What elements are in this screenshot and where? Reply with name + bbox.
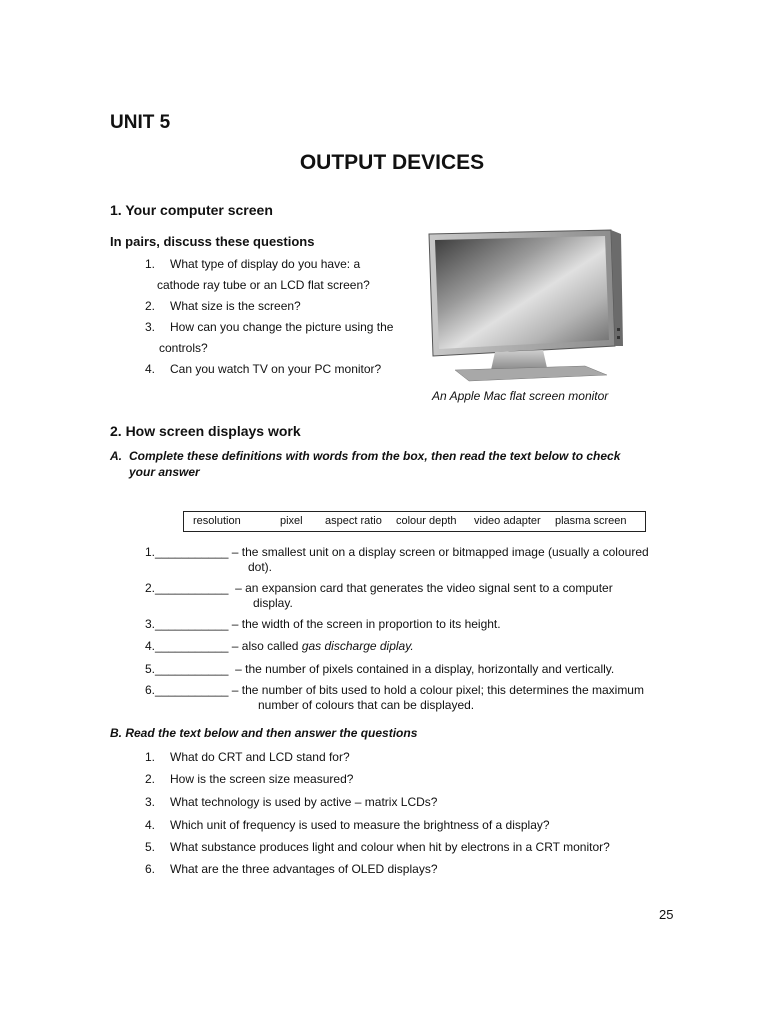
definition-text: the number of bits used to hold a colour pixel; this determines the maximum: [241, 683, 644, 697]
list-item: [145, 320, 393, 334]
word-box-item: colour depth: [396, 515, 457, 527]
definition-item: [145, 617, 675, 632]
answer-blank: ___________: [155, 639, 229, 653]
instruction-a-text-1: Complete these definitions with words from the box, then read the text below to check: [129, 449, 621, 463]
word-box-item: aspect ratio: [325, 515, 382, 527]
answer-blank: ___________: [155, 662, 229, 676]
word-box-item: pixel: [280, 515, 303, 527]
instruction-a-label: A.: [110, 449, 122, 463]
list-item: [145, 750, 350, 764]
list-item: [145, 299, 301, 313]
definition-continuation: dot).: [248, 560, 273, 574]
definition-number: 6.: [145, 683, 156, 697]
definition-text: the number of pixels contained in a display, horizontally and vertically.: [245, 662, 615, 676]
word-box: [183, 511, 646, 532]
definition-item: [145, 662, 675, 677]
list-item: [145, 840, 610, 854]
question-text: What do CRT and LCD stand for?: [170, 750, 350, 764]
question-number: 3.: [145, 320, 156, 334]
definition-text: an expansion card that generates the video signal sent to a computer: [245, 581, 613, 595]
question-text: How is the screen size measured?: [170, 772, 354, 786]
question-text: What type of display do you have: a: [170, 257, 361, 271]
question-number: 2.: [145, 299, 156, 313]
question-continuation: cathode ray tube or an LCD flat screen?: [157, 278, 370, 292]
definition-item: [145, 581, 675, 611]
page-title: OUTPUT DEVICES: [299, 151, 485, 174]
definition-item: [145, 683, 675, 713]
section-2-heading: 2. How screen displays work: [110, 423, 301, 439]
question-text: What substance produces light and colour when hit by electrons in a CRT monitor?: [170, 840, 610, 854]
question-number: 1.: [145, 257, 156, 271]
word-box-item: resolution: [193, 515, 241, 527]
definition-continuation: number of colours that can be displayed.: [258, 698, 475, 712]
question-text: What technology is used by active – matrix LCDs?: [170, 795, 438, 809]
definition-number: 5.: [145, 662, 156, 676]
question-text: Can you watch TV on your PC monitor?: [170, 362, 382, 376]
answer-blank: ___________: [155, 683, 229, 697]
question-number: 4.: [145, 818, 156, 832]
section-1-heading: 1. Your computer screen: [110, 202, 273, 218]
definition-continuation: display.: [253, 596, 293, 610]
answer-blank: ___________: [155, 617, 229, 631]
definition-number: 4.: [145, 639, 156, 653]
definition-dash: –: [228, 683, 242, 697]
list-item: [145, 818, 550, 832]
word-box-item: video adapter: [474, 515, 541, 527]
unit-label: UNIT 5: [110, 112, 171, 133]
definition-italic-text: gas discharge diplay.: [301, 639, 414, 653]
page-number: 25: [659, 907, 674, 922]
question-text: What are the three advantages of OLED displays?: [170, 862, 438, 876]
word-box-item: plasma screen: [555, 515, 627, 527]
instruction-a: [110, 448, 676, 480]
question-number: 6.: [145, 862, 156, 876]
definition-number: 3.: [145, 617, 156, 631]
answer-blank: ___________: [155, 581, 229, 595]
question-number: 1.: [145, 750, 156, 764]
instruction-b: B. Read the text below and then answer the questions: [110, 726, 418, 740]
question-number: 3.: [145, 795, 156, 809]
list-item: [145, 862, 438, 876]
question-number: 5.: [145, 840, 156, 854]
question-text: Which unit of frequency is used to measure the brightness of a display?: [170, 818, 550, 832]
definition-text: the width of the screen in proportion to its height.: [241, 617, 501, 631]
instruction-a-text-2: your answer: [129, 465, 200, 479]
definition-dash: –: [228, 581, 246, 595]
monitor-image: [425, 228, 625, 383]
definition-item: [145, 545, 675, 575]
definition-number: 1.: [145, 545, 156, 559]
question-continuation: controls?: [159, 341, 208, 355]
question-text: What size is the screen?: [170, 299, 301, 313]
definition-number: 2.: [145, 581, 156, 595]
question-number: 4.: [145, 362, 156, 376]
list-item: [145, 257, 360, 271]
question-number: 2.: [145, 772, 156, 786]
list-item: [145, 772, 353, 786]
list-item: [145, 362, 381, 376]
question-text: How can you change the picture using the: [170, 320, 394, 334]
definition-dash: –: [228, 639, 242, 653]
definition-item: [145, 639, 675, 654]
image-caption: An Apple Mac flat screen monitor: [432, 389, 609, 403]
definition-text: also called: [241, 639, 302, 653]
definition-text: the smallest unit on a display screen or bitmapped image (usually a coloured: [241, 545, 649, 559]
section-1-prompt: In pairs, discuss these questions: [110, 234, 315, 249]
definition-dash: –: [228, 617, 242, 631]
list-item: [145, 795, 437, 809]
answer-blank: ___________: [155, 545, 229, 559]
definition-dash: –: [228, 545, 242, 559]
definition-dash: –: [228, 662, 246, 676]
